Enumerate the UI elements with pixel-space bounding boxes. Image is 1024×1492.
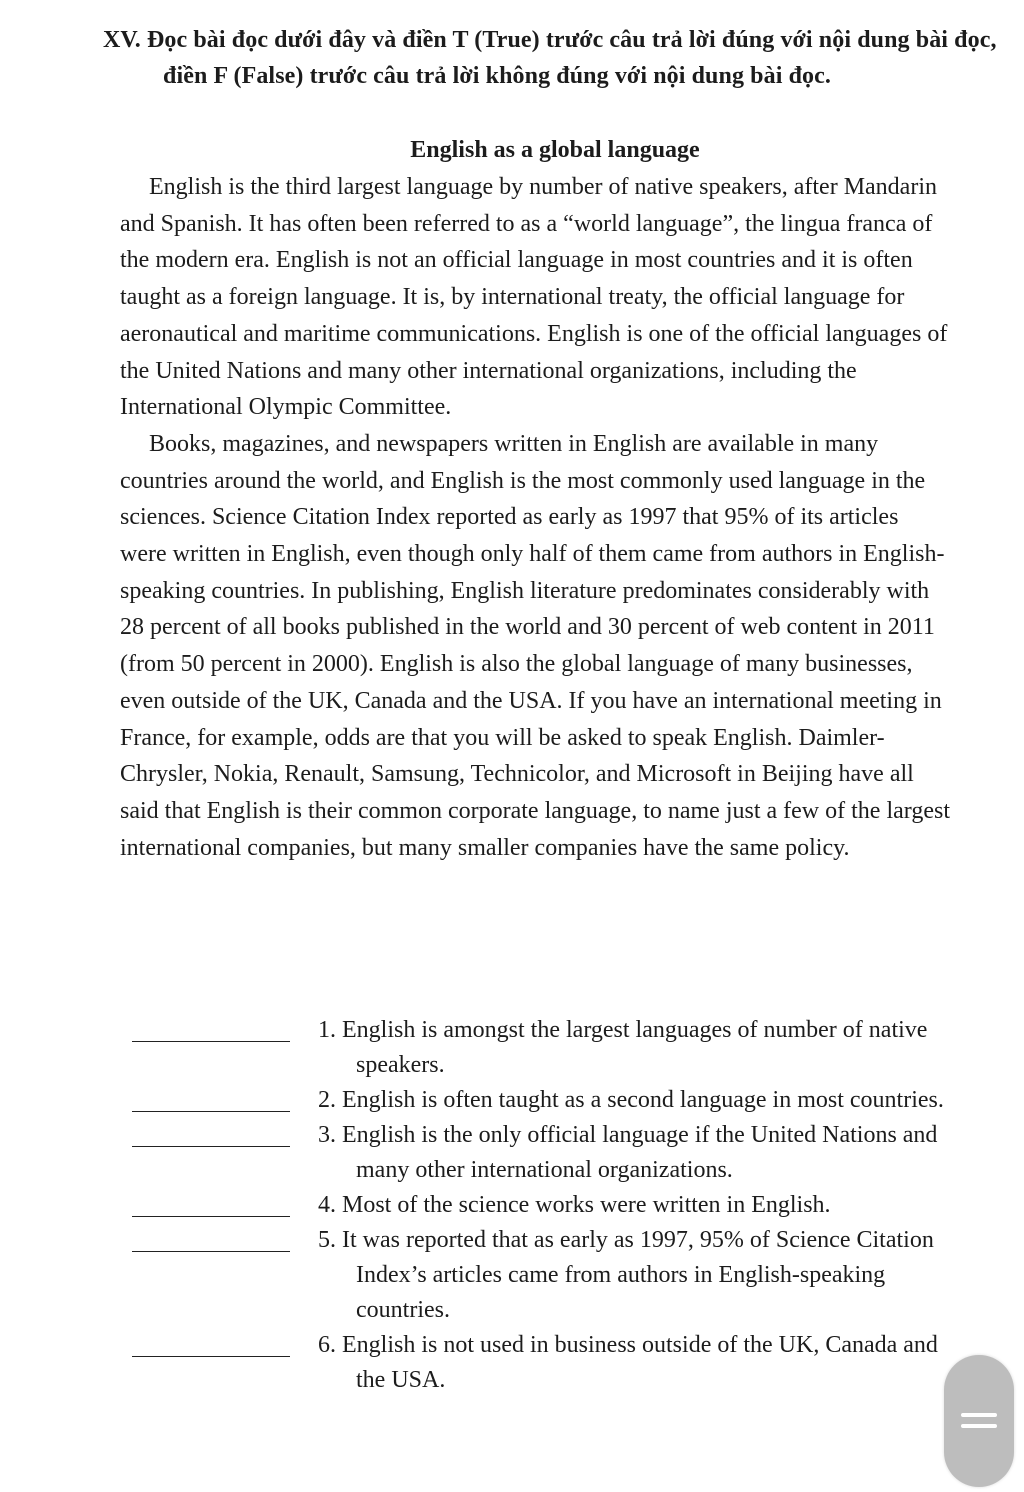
answer-blank-3[interactable]: [132, 1112, 290, 1147]
question-item-3: [120, 1118, 950, 1188]
question-text-2: 2. English is often taught as a second language in most countries.: [318, 1087, 944, 1113]
scroll-handle[interactable]: [944, 1355, 1014, 1487]
answer-blank-6[interactable]: [132, 1322, 290, 1357]
exercise-instruction: XV. Đọc bài đọc dưới đây và điền T (True) trước câu trả lời đúng với nội dung bài đọc, điền F (False) trước câu trả lời không đúng với nội dung bài đọc.: [103, 27, 997, 89]
answer-blank-1[interactable]: [132, 1007, 290, 1042]
passage-paragraph-2: Books, magazines, and newspapers written in English are available in many countries around the world, and English is the most commonly used language in the sciences. Science Citation Index reported as early as 1997 that 95% of its articles were written in English, even though only half of them came from authors in English-speaking countries. In publishing, English literature predominates considerably with 28 percent of all books published in the world and 30 percent of web content in 2011 (from 50 percent in 2000). English is also the global language of many businesses, even outside of the UK, Canada and the USA. If you have an international meeting in France, for example, odds are that you will be asked to speak English. Daimler-Chrysler, Nokia, Renault, Samsung, Technicolor, and Microsoft in Beijing have all said that English is their common corporate language, to name just a few of the largest international companies, but many smaller companies have the same policy.: [120, 430, 950, 861]
question-item-1: [120, 1013, 950, 1083]
question-text-1: 1. English is amongst the largest languages of number of native speakers.: [318, 1017, 928, 1078]
question-text-4: 4. Most of the science works were written in English.: [318, 1192, 831, 1218]
question-text-5: 5. It was reported that as early as 1997, 95% of Science Citation Index’s articles came from authors in English-speaking countries.: [318, 1227, 934, 1323]
question-item-6: [120, 1328, 950, 1398]
passage-title: English as a global language: [410, 137, 700, 163]
answer-blank-2[interactable]: [132, 1077, 290, 1112]
reading-passage: [120, 169, 950, 866]
question-text-6: 6. English is not used in business outside of the UK, Canada and the USA.: [318, 1332, 938, 1393]
answer-blank-5[interactable]: [132, 1217, 290, 1252]
question-list: [120, 1013, 950, 1398]
question-text-3: 3. English is the only official language if the United Nations and many other international organizations.: [318, 1122, 938, 1183]
passage-paragraph-1: English is the third largest language by number of native speakers, after Mandarin and Spanish. It has often been referred to as a “world language”, the lingua franca of the modern era. English is not an official language in most countries and it is often taught as a foreign language. It is, by international treaty, the official language for aeronautical and maritime communications. English is one of the official languages of the United Nations and many other international organizations, including the International Olympic Committee.: [120, 174, 948, 421]
question-item-5: [120, 1223, 950, 1328]
answer-blank-4[interactable]: [132, 1182, 290, 1217]
